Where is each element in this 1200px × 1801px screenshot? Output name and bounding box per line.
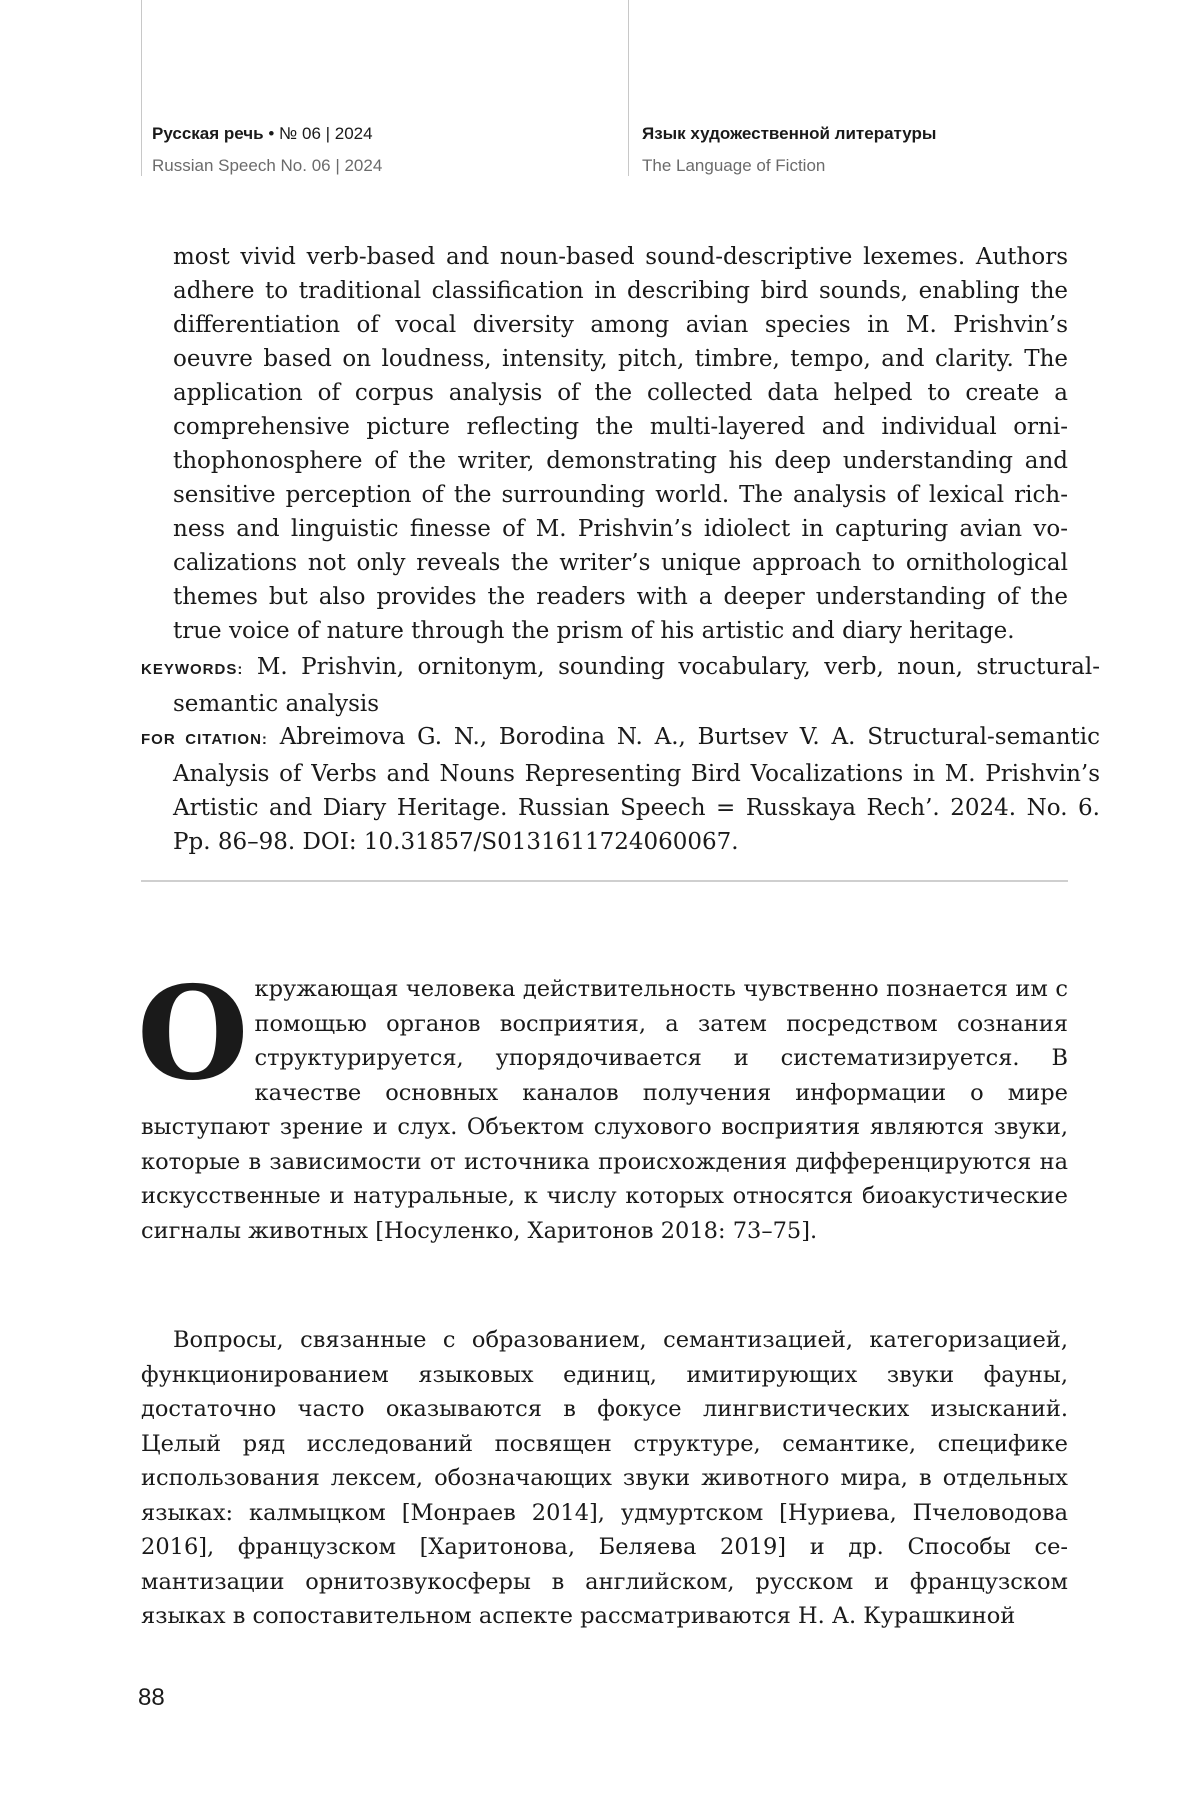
keywords-colon: : [237, 661, 244, 678]
drop-cap: О [137, 959, 249, 1109]
section-name: Язык художественной литературы [642, 124, 937, 143]
page-number: 88 [138, 1684, 165, 1711]
citation-block [141, 720, 1100, 859]
journal-title-ru [152, 122, 382, 146]
citation-colon: : [261, 731, 268, 748]
header-divider-left [141, 0, 142, 176]
body-paragraph-1-text: кружающая человека действительность чувственно познается им с помощью органов восприятия, а затем посредством сознания структурируется, упорядочивается и систематизируется. В качестве основных каналов получения информации о мире выступают зрение и слух. Объектом слухового восприятия являются звуки, которые в зависимости от источника происхождения дифференцируются на искусственные и натуральные, к числу которых относятся биоакустические сигналы животных [Носуленко, Харитонов 2018: 73–75]. [141, 976, 1068, 1244]
header-divider-right [628, 0, 629, 176]
citation-label: FOR CITATION [141, 731, 262, 748]
body-paragraph-1 [137, 959, 1068, 1248]
issue-number: • № 06 | 2024 [263, 124, 373, 143]
journal-title-en: Russian Speech No. 06 | 2024 [152, 156, 383, 175]
running-header-right [642, 122, 936, 178]
citation-text: Abreimova G. N., Borodina N. A., Burtsev V. A. Structural-semantic Analysis of Verbs and Nouns Representing Bird Vocalizations in M. Prishvin’s Artistic and Diary Heritage. Russian Speech = Russkaya Rech’. 2024. No. 6. Pp. 86–98. DOI: 10.31857/S0131611724060067. [173, 724, 1101, 855]
abstract-paragraph: most vivid verb-based and noun-based sound-descriptive lexemes. Authors adhere to traditional classification in describing bird sounds, enabling the differentiation of vocal diversity among avian species in M. Prishvin’s oeuvre based on loudness, intensity, pitch, timbre, tempo, and clarity. The application of corpus analysis of the collected data helped to create a comprehensive picture reflecting the multi-layered and individual ornithophonosphere of the writer, demonstrating his deep understanding and sensitive perception of the surrounding world. The analysis of lexical richness and linguistic finesse of M. Prishvin’s idiolect in capturing avian vocalizations not only reveals the writer’s unique approach to ornithological themes but also provides the readers with a deeper understanding of the true voice of nature through the prism of his artistic and diary heritage. [173, 244, 1068, 644]
keywords-text: M. Prishvin, ornitonym, sounding vocabulary, verb, noun, structural-semantic analysis [173, 654, 1101, 717]
journal-name: Русская речь [152, 124, 264, 143]
section-title-en: The Language of Fiction [642, 156, 826, 175]
body-paragraph-2: Вопросы, связанные с образованием, семантизацией, категоризацией, функционированием языковых единиц, имитирующих звуки фауны, достаточно часто оказываются в фокусе лингвистических изысканий. Целый ряд исследований посвящен структуре, семантике, специфике использования лексем, обозначающих звуки животного мира, в отдельных языках: калмыцком [Монраев 2014], удмуртском [Нуриева, Пчеловодова 2016], французском [Харитонова, Беляева 2019] и др. Способы семантизации орнитозвукосферы в английском, русском и французском языках в сопоставительном аспекте рассматриваются Н. А. Курашкиной [141, 1327, 1068, 1629]
running-header-left [152, 122, 382, 178]
keywords-block [141, 650, 1100, 721]
keywords-label: KEYWORDS [141, 661, 238, 678]
section-title-ru [642, 122, 936, 146]
section-separator [141, 880, 1068, 882]
